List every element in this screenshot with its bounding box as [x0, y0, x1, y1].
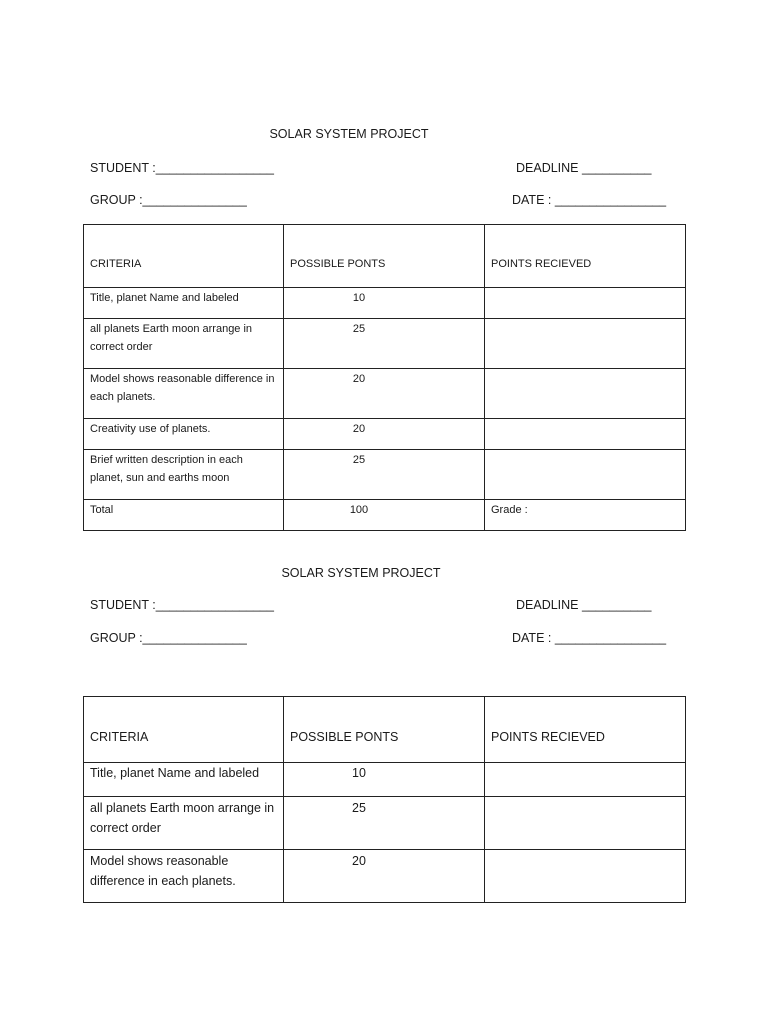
total-points: 100 — [284, 500, 485, 531]
total-label: Total — [84, 500, 284, 531]
received-cell — [485, 450, 686, 500]
table-row — [84, 763, 686, 797]
table-header-row — [84, 697, 686, 763]
points-cell: 20 — [284, 850, 485, 903]
student-field-copy: STUDENT :_________________ — [90, 598, 274, 612]
criteria-cell: Creativity use of planets. — [84, 419, 284, 450]
received-cell — [485, 419, 686, 450]
total-row — [84, 500, 686, 531]
criteria-cell: Model shows reasonable difference in each planets. — [84, 850, 284, 903]
received-cell — [485, 763, 686, 797]
criteria-cell: Model shows reasonable difference in each planets. — [84, 369, 284, 419]
table-row — [84, 850, 686, 903]
criteria-cell: Brief written description in each planet, sun and earths moon — [84, 450, 284, 500]
received-cell — [485, 797, 686, 850]
date-field: DATE : ________________ — [512, 193, 667, 207]
received-cell — [485, 369, 686, 419]
criteria-cell: all planets Earth moon arrange in correct order — [84, 319, 284, 369]
deadline-field: DEADLINE __________ — [516, 161, 652, 175]
received-cell — [485, 850, 686, 903]
table-row — [84, 450, 686, 500]
group-field: GROUP :_______________ — [90, 193, 247, 207]
header-points-received: POINTS RECIEVED — [485, 225, 686, 288]
group-field-copy: GROUP :_______________ — [90, 631, 247, 645]
page-title-copy: SOLAR SYSTEM PROJECT — [281, 566, 441, 580]
points-cell: 25 — [284, 319, 485, 369]
table-header-row — [84, 225, 686, 288]
received-cell — [485, 288, 686, 319]
points-cell: 25 — [284, 797, 485, 850]
rubric-table — [83, 224, 686, 531]
points-cell: 10 — [284, 763, 485, 797]
points-cell: 10 — [284, 288, 485, 319]
criteria-cell: Title, planet Name and labeled — [84, 763, 284, 797]
deadline-field-copy: DEADLINE __________ — [516, 598, 652, 612]
header-possible-points: POSSIBLE PONTS — [284, 697, 485, 763]
points-cell: 20 — [284, 419, 485, 450]
rubric-table-copy — [83, 696, 686, 903]
table-row — [84, 419, 686, 450]
criteria-cell: Title, planet Name and labeled — [84, 288, 284, 319]
header-criteria: CRITERIA — [84, 225, 284, 288]
table-row — [84, 319, 686, 369]
table-row — [84, 369, 686, 419]
header-possible-points: POSSIBLE PONTS — [284, 225, 485, 288]
student-field: STUDENT :_________________ — [90, 161, 274, 175]
received-cell — [485, 319, 686, 369]
table-row — [84, 288, 686, 319]
header-points-received: POINTS RECIEVED — [485, 697, 686, 763]
header-criteria: CRITERIA — [84, 697, 284, 763]
criteria-cell: all planets Earth moon arrange in correct order — [84, 797, 284, 850]
date-field-copy: DATE : ________________ — [512, 631, 667, 645]
table-row — [84, 797, 686, 850]
grade-cell: Grade : — [485, 500, 686, 531]
points-cell: 25 — [284, 450, 485, 500]
page-title: SOLAR SYSTEM PROJECT — [269, 127, 429, 141]
points-cell: 20 — [284, 369, 485, 419]
